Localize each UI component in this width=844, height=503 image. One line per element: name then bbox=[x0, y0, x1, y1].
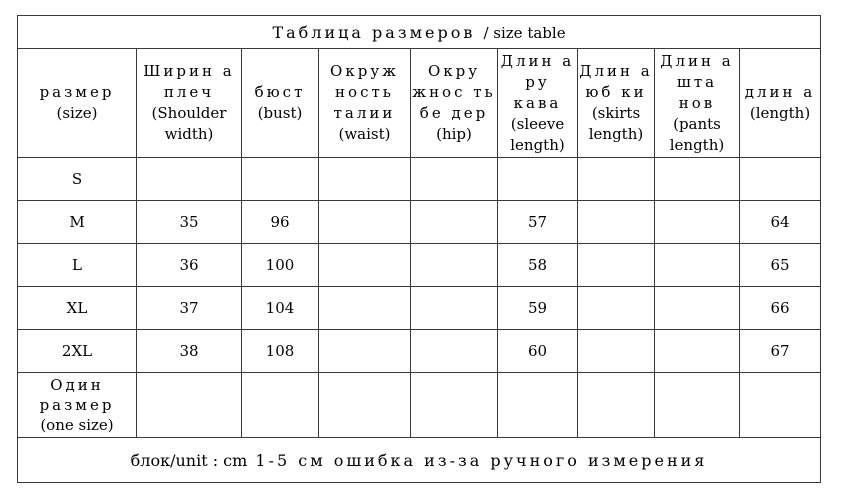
table-cell bbox=[242, 373, 319, 438]
table-cell bbox=[319, 330, 411, 373]
table-cell bbox=[655, 201, 740, 244]
table-cell: 38 bbox=[137, 330, 242, 373]
table-cell bbox=[242, 158, 319, 201]
size-label-cell: L bbox=[18, 244, 137, 287]
table-cell bbox=[578, 287, 655, 330]
table-cell: 59 bbox=[498, 287, 578, 330]
header-size: размер (size) bbox=[18, 49, 137, 158]
header-waist: Окруж ность талии (waist) bbox=[319, 49, 411, 158]
table-cell bbox=[319, 201, 411, 244]
table-cell: 64 bbox=[740, 201, 821, 244]
header-sleeve: Длин а ру кава (sleeve length) bbox=[498, 49, 578, 158]
header-skirt: Длин а юб ки (skirts length) bbox=[578, 49, 655, 158]
table-cell bbox=[411, 201, 498, 244]
table-cell bbox=[498, 158, 578, 201]
table-cell bbox=[411, 244, 498, 287]
table-cell: 58 bbox=[498, 244, 578, 287]
header-row bbox=[18, 49, 821, 158]
table-cell bbox=[655, 330, 740, 373]
table-cell: 66 bbox=[740, 287, 821, 330]
table-cell: 60 bbox=[498, 330, 578, 373]
footer-row bbox=[18, 438, 821, 483]
table-cell bbox=[498, 373, 578, 438]
header-length: длин а (length) bbox=[740, 49, 821, 158]
table-cell: 108 bbox=[242, 330, 319, 373]
header-shoulder: Ширин а плеч (Shoulder width) bbox=[137, 49, 242, 158]
header-bust: бюст (bust) bbox=[242, 49, 319, 158]
size-table bbox=[17, 15, 821, 483]
table-cell bbox=[655, 158, 740, 201]
table-cell bbox=[319, 287, 411, 330]
table-cell: 104 bbox=[242, 287, 319, 330]
table-cell: 100 bbox=[242, 244, 319, 287]
table-cell: 35 bbox=[137, 201, 242, 244]
table-cell: 65 bbox=[740, 244, 821, 287]
table-cell bbox=[655, 244, 740, 287]
table-row bbox=[18, 244, 821, 287]
table-cell bbox=[578, 244, 655, 287]
table-row bbox=[18, 158, 821, 201]
table-row bbox=[18, 330, 821, 373]
table-title bbox=[18, 16, 821, 49]
table-cell bbox=[137, 373, 242, 438]
footer-error-note: 1-5 см ошибка из-за ручного измерения bbox=[255, 450, 708, 470]
table-cell bbox=[578, 373, 655, 438]
size-table-frame bbox=[17, 15, 820, 488]
size-label-cell: M bbox=[18, 201, 137, 244]
table-cell bbox=[137, 158, 242, 201]
table-cell bbox=[740, 373, 821, 438]
table-cell bbox=[411, 330, 498, 373]
size-label-cell: XL bbox=[18, 287, 137, 330]
table-row-one-size bbox=[18, 373, 821, 438]
title-ru: Таблица размеров bbox=[272, 22, 476, 42]
header-pants: Длин а шта нов (pants length) bbox=[655, 49, 740, 158]
table-cell: 96 bbox=[242, 201, 319, 244]
size-label-cell: 2XL bbox=[18, 330, 137, 373]
table-cell bbox=[655, 287, 740, 330]
table-cell bbox=[740, 158, 821, 201]
table-cell bbox=[319, 373, 411, 438]
table-cell bbox=[411, 287, 498, 330]
table-cell bbox=[411, 373, 498, 438]
table-cell: 37 bbox=[137, 287, 242, 330]
table-cell: 67 bbox=[740, 330, 821, 373]
table-cell bbox=[578, 330, 655, 373]
table-row bbox=[18, 287, 821, 330]
table-cell: 36 bbox=[137, 244, 242, 287]
title-en: / size table bbox=[483, 23, 566, 42]
table-row bbox=[18, 201, 821, 244]
table-cell bbox=[655, 373, 740, 438]
table-cell bbox=[319, 158, 411, 201]
table-cell bbox=[411, 158, 498, 201]
table-cell bbox=[578, 158, 655, 201]
table-cell bbox=[319, 244, 411, 287]
one-size-label: Один размер (one size) bbox=[18, 373, 137, 438]
header-hip: Окру жнос ть бе дер (hip) bbox=[411, 49, 498, 158]
table-cell bbox=[578, 201, 655, 244]
footer-unit: блок/unit : cm bbox=[130, 450, 248, 470]
footer-note bbox=[18, 438, 821, 483]
table-cell: 57 bbox=[498, 201, 578, 244]
size-label-cell: S bbox=[18, 158, 137, 201]
